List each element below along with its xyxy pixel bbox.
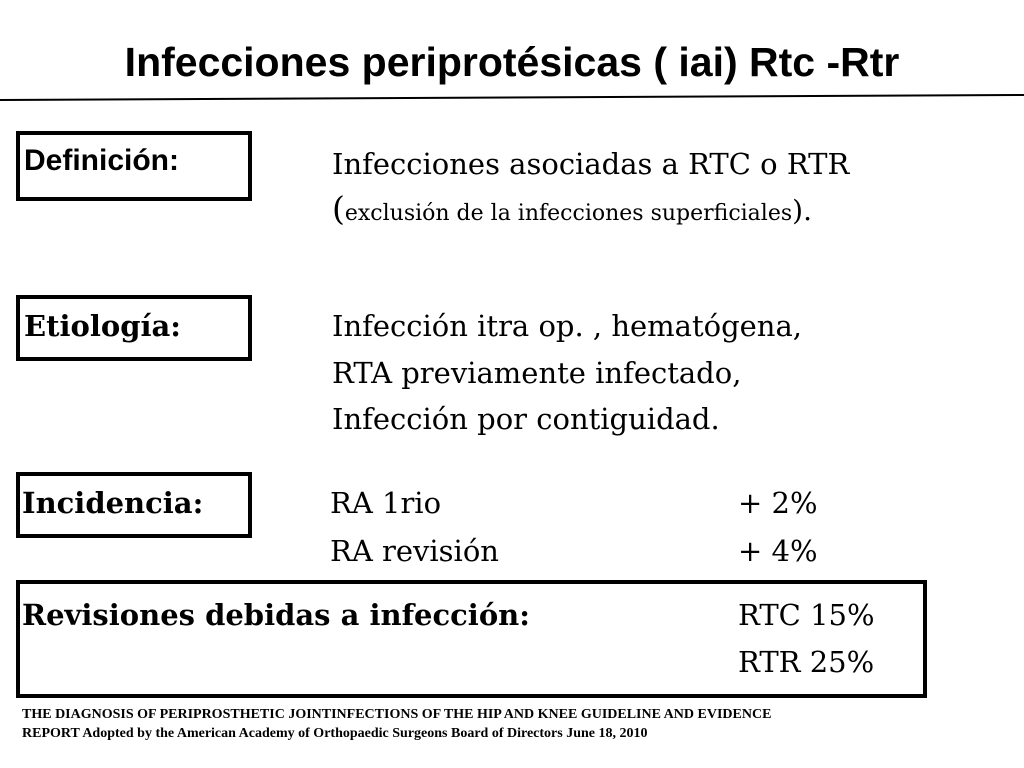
title-divider [0,93,1024,103]
etiologia-line-1: Infección itra op. , hematógena, [332,309,802,343]
etiologia-line-3: Infección por contiguidad. [332,402,720,436]
incidencia-label: Incidencia: [22,486,204,520]
reference-line-2: REPORT Adopted by the American Academy of Orthopaedic Surgeons Board of Directors June 18, 2010 [22,726,648,741]
revisiones-label: Revisiones debidas a infección: [22,598,530,632]
incidencia-row-value: + 4% [738,534,818,568]
incidencia-row-name: RA revisión [330,534,499,568]
revisiones-rtc-value: RTC 15% [738,598,875,632]
etiologia-line-2: RTA previamente infectado, [332,356,742,390]
definicion-line-2-open: ( [332,189,345,228]
definicion-line-1: Infecciones asociadas a RTC o RTR [332,147,850,181]
etiologia-label: Etiología: [24,309,182,343]
revisiones-rtr-value: RTR 25% [738,645,875,679]
definicion-line-2-close: ). [792,194,812,227]
incidencia-row-name: RA 1rio [330,486,442,520]
definicion-line-2 [332,188,812,235]
reference-line-1: THE DIAGNOSIS OF PERIPROSTHETIC JOINTINFECTIONS OF THE HIP AND KNEE GUIDELINE AND EVIDENCE [22,707,772,722]
definicion-line-2-text: exclusión de la infecciones superficiales [344,201,793,226]
incidencia-row-value: + 2% [738,486,818,520]
slide-title: Infecciones periprotésicas ( iai) Rtc -Rtr [124,39,900,85]
definicion-label: Definición: [24,144,179,177]
